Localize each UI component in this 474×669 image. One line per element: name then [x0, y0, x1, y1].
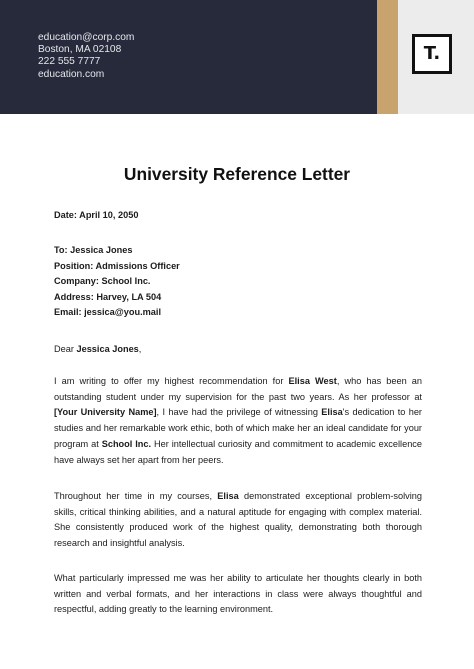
p1-student-first-name: Elisa — [321, 407, 343, 418]
contact-email: education@corp.com — [38, 32, 135, 43]
letterhead-gold-stripe — [377, 0, 398, 114]
p1-text-2: , who has been an outstanding student under my supervision for the past two years. As her professor at — [54, 376, 423, 402]
p1-text-3: , I have had the privilege of witnessing — [156, 407, 322, 418]
letter-date: Date: April 10, 2050 — [54, 210, 139, 220]
contact-block — [38, 32, 134, 81]
letterhead — [0, 0, 474, 114]
p2-text-1: Throughout her time in my courses, — [54, 491, 218, 501]
contact-phone: 222 555 7777 — [38, 56, 101, 68]
p1-student-name: Elisa West — [288, 376, 337, 386]
letter-title: University Reference Letter — [123, 164, 351, 184]
body-paragraph-1 — [54, 374, 422, 468]
salutation — [54, 342, 141, 356]
recipient-company: Company: School Inc. — [54, 276, 151, 287]
p2-student-name: Elisa — [217, 491, 239, 501]
p1-text-4: 's dedication to her studies and her remarkable work ethic, both of which make her an ideal candidate for your program at — [54, 407, 422, 449]
body-paragraph-2 — [54, 489, 422, 552]
recipient-block — [54, 243, 180, 321]
salutation-prefix: Dear — [54, 344, 77, 354]
recipient-address: Address: Harvey, LA 504 — [54, 291, 162, 302]
p1-university-name: [Your University Name] — [54, 407, 157, 418]
recipient-position: Position: Admissions Officer — [54, 260, 180, 271]
p2-text-2: demonstrated exceptional problem-solving skills, critical thinking abilities, and a natural aptitude for engaging with complex material. She consistently produced work of the highest quality, demonstrating both thorough research and insightful analysis. — [54, 491, 422, 549]
salutation-name: Jessica Jones — [76, 344, 139, 354]
body-paragraph-3: What particularly impressed me was her ability to articulate her thoughts clearly in both written and verbal formats, and her interactions in class were always thoughtful and respectful, adding greatly to the learning environment. — [54, 573, 422, 615]
company-logo — [412, 34, 452, 74]
p1-school-name: School Inc. — [101, 438, 152, 449]
contact-address: Boston, MA 02108 — [38, 44, 122, 56]
p1-text-5: Her intellectual curiosity and commitment to academic excellence have always set her apart from her peers. — [54, 438, 423, 465]
recipient-email: Email: jessica@you.mail — [54, 307, 162, 318]
salutation-suffix: , — [138, 344, 142, 354]
logo-text: T. — [423, 43, 441, 64]
contact-website: education.com — [38, 68, 105, 80]
p1-text-1: I am writing to offer my highest recommendation for — [54, 376, 289, 386]
recipient-to: To: Jessica Jones — [54, 245, 133, 255]
